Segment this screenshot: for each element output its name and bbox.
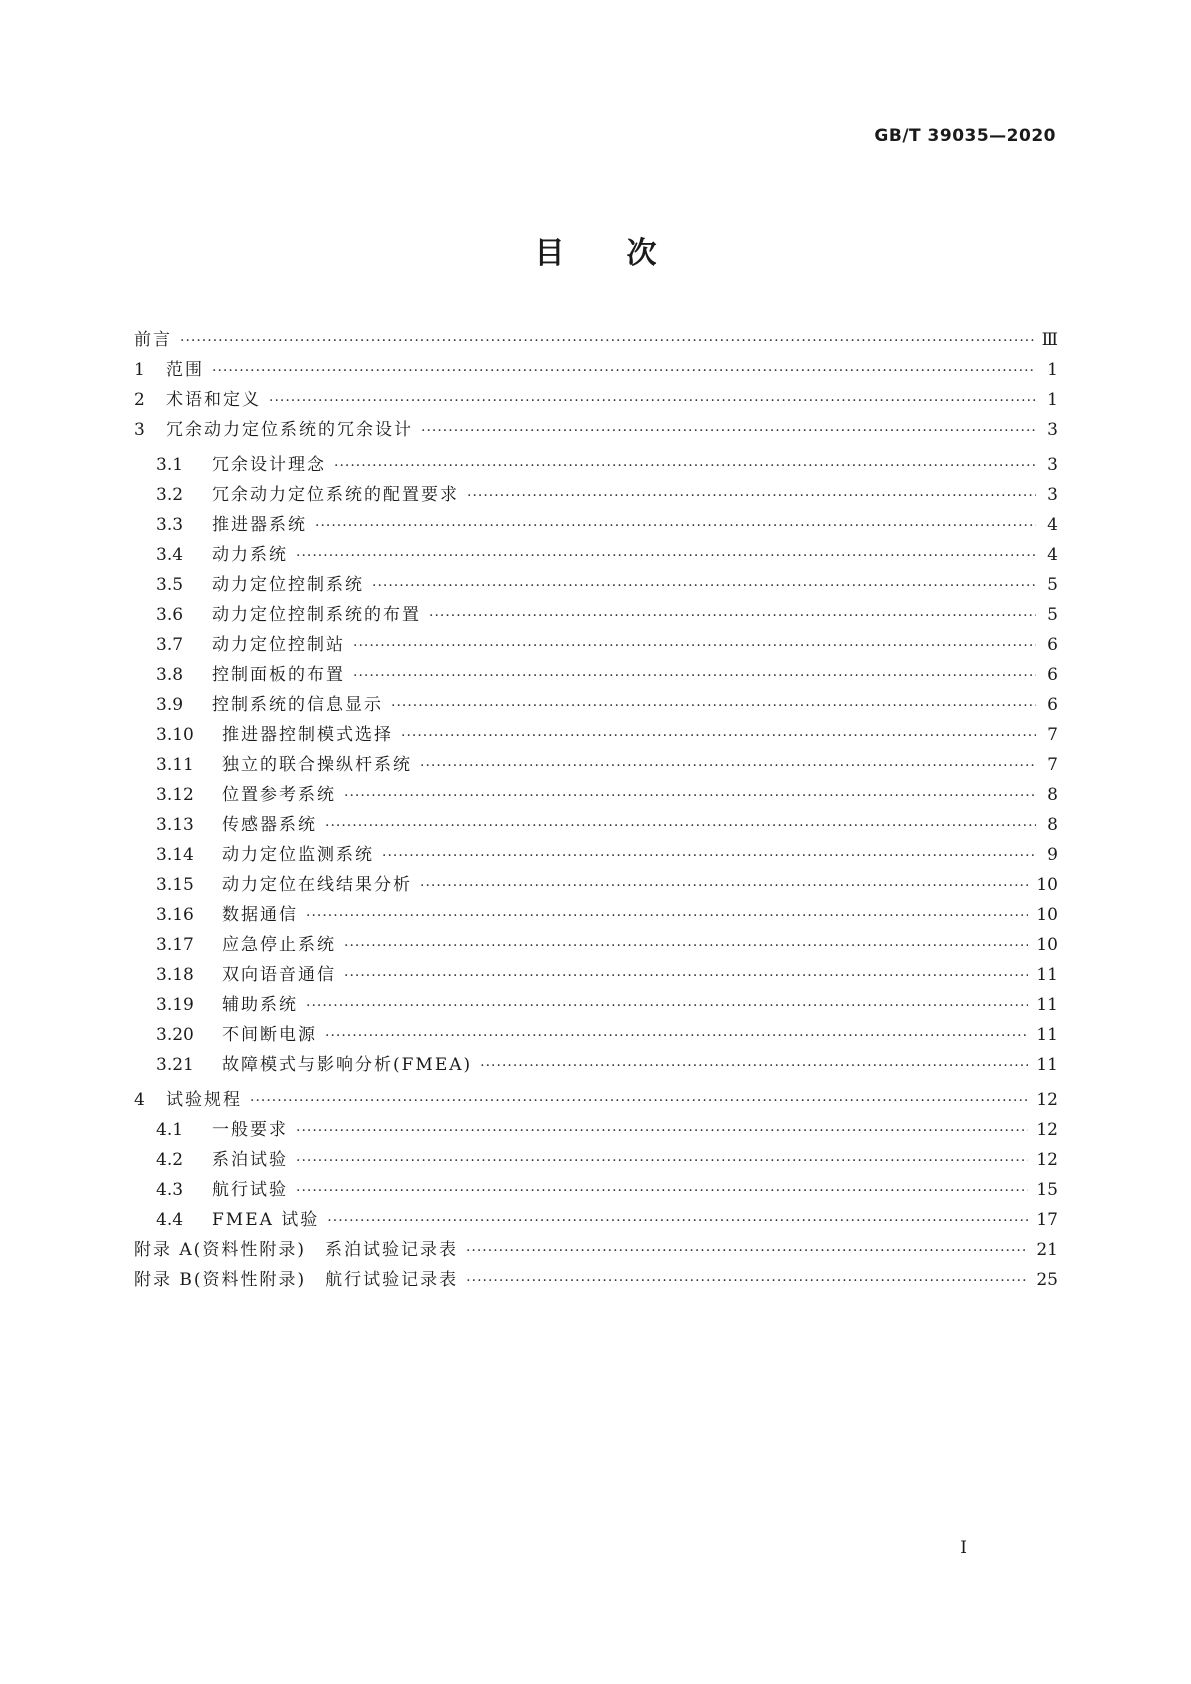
toc-entry-number: 2 — [134, 390, 145, 410]
toc-entry-page: 3 — [1047, 420, 1058, 440]
toc-entry-page: 17 — [1036, 1210, 1058, 1230]
toc-entry-number: 3.3 — [156, 515, 184, 535]
toc-entry[interactable] — [134, 385, 1058, 415]
toc-entry-title: 试验规程 — [166, 1090, 242, 1110]
dot-leader — [372, 578, 1036, 594]
dot-leader — [212, 363, 1036, 379]
toc-entry[interactable] — [134, 1145, 1058, 1175]
toc-entry-title: 前言 — [134, 330, 172, 350]
toc-entry[interactable] — [134, 450, 1058, 480]
dot-leader — [344, 938, 1028, 954]
toc-entry-number: 4.4 — [156, 1210, 184, 1230]
toc-entry-page: 12 — [1036, 1120, 1058, 1140]
toc-entry-page: 9 — [1047, 845, 1058, 865]
toc-entry-title: 传感器系统 — [222, 815, 317, 835]
toc-entry-page: 25 — [1036, 1270, 1058, 1290]
toc-entry-page: 21 — [1036, 1240, 1058, 1260]
toc-entry-title: 故障模式与影响分析(FMEA) — [222, 1055, 473, 1075]
toc-entry-page: 10 — [1036, 935, 1058, 955]
toc-entry-number: 3.16 — [156, 905, 194, 925]
dot-leader — [420, 878, 1028, 894]
toc-entry-number: 3.2 — [156, 485, 184, 505]
toc-entry-page: 8 — [1047, 815, 1058, 835]
toc-entry[interactable] — [134, 1205, 1058, 1235]
toc-entry-title: 位置参考系统 — [222, 785, 336, 805]
toc-entry-page: 7 — [1047, 755, 1058, 775]
toc-entry-title: FMEA 试验 — [212, 1210, 320, 1230]
dot-leader — [353, 668, 1036, 684]
table-of-contents — [134, 325, 1058, 1295]
toc-entry-title: 一般要求 — [212, 1120, 288, 1140]
toc-entry-page: 1 — [1047, 360, 1058, 380]
dot-leader — [344, 968, 1028, 984]
toc-entry[interactable] — [134, 690, 1058, 720]
dot-leader — [466, 1243, 1028, 1259]
toc-entry-page: 7 — [1047, 725, 1058, 745]
toc-entry-title: 航行试验 — [212, 1180, 288, 1200]
toc-entry[interactable] — [134, 1085, 1058, 1115]
toc-entry[interactable] — [134, 630, 1058, 660]
toc-entry-page: 3 — [1047, 455, 1058, 475]
toc-entry-page: 10 — [1036, 905, 1058, 925]
toc-entry[interactable] — [134, 840, 1058, 870]
toc-entry[interactable] — [134, 1115, 1058, 1145]
toc-entry-number: 3.1 — [156, 455, 184, 475]
toc-entry-number: 4.3 — [156, 1180, 184, 1200]
toc-entry-title: 动力定位控制系统的布置 — [212, 605, 421, 625]
dot-leader — [401, 728, 1036, 744]
toc-entry-number: 3.10 — [156, 725, 194, 745]
toc-entry-number: 3.14 — [156, 845, 194, 865]
toc-entry-number: 1 — [134, 360, 145, 380]
toc-entry-title: 系泊试验 — [212, 1150, 288, 1170]
toc-entry[interactable] — [134, 355, 1058, 385]
toc-entry-number: 3 — [134, 420, 145, 440]
dot-leader — [250, 1093, 1028, 1109]
toc-entry-title: 附录 B(资料性附录) 航行试验记录表 — [134, 1270, 459, 1290]
toc-entry-page: 12 — [1036, 1150, 1058, 1170]
dot-leader — [296, 1123, 1028, 1139]
toc-entry[interactable] — [134, 510, 1058, 540]
toc-entry-title: 术语和定义 — [166, 390, 261, 410]
toc-entry-page: 3 — [1047, 485, 1058, 505]
toc-entry[interactable] — [134, 720, 1058, 750]
toc-entry[interactable] — [134, 930, 1058, 960]
toc-entry[interactable] — [134, 780, 1058, 810]
dot-leader — [467, 488, 1036, 504]
toc-entry-number: 3.17 — [156, 935, 194, 955]
toc-entry-title: 推进器控制模式选择 — [222, 725, 393, 745]
toc-entry-number: 3.8 — [156, 665, 184, 685]
dot-leader — [353, 638, 1036, 654]
dot-leader — [325, 818, 1036, 834]
toc-entry[interactable] — [134, 480, 1058, 510]
toc-entry-page: 5 — [1047, 575, 1058, 595]
toc-entry-page: 11 — [1036, 1055, 1058, 1075]
toc-entry[interactable] — [134, 990, 1058, 1020]
dot-leader — [420, 758, 1036, 774]
toc-entry-title: 动力定位监测系统 — [222, 845, 374, 865]
toc-entry[interactable] — [134, 1265, 1058, 1295]
toc-entry-number: 3.9 — [156, 695, 184, 715]
toc-entry-title: 控制面板的布置 — [212, 665, 345, 685]
toc-entry-page: 11 — [1036, 995, 1058, 1015]
toc-entry-number: 3.15 — [156, 875, 194, 895]
toc-entry-number: 4 — [134, 1090, 145, 1110]
dot-leader — [466, 1273, 1028, 1289]
page-number: I — [960, 1538, 967, 1558]
toc-entry-title: 不间断电源 — [222, 1025, 317, 1045]
toc-entry-number: 3.4 — [156, 545, 184, 565]
toc-entry-page: 6 — [1047, 665, 1058, 685]
toc-entry-title: 冗余动力定位系统的冗余设计 — [166, 420, 413, 440]
toc-entry[interactable] — [134, 960, 1058, 990]
toc-entry-number: 3.11 — [156, 755, 194, 775]
toc-entry-title: 数据通信 — [222, 905, 298, 925]
toc-entry[interactable] — [134, 750, 1058, 780]
dot-leader — [296, 548, 1036, 564]
toc-entry-page: 11 — [1036, 965, 1058, 985]
toc-entry-page: 10 — [1036, 875, 1058, 895]
toc-entry-page: Ⅲ — [1041, 330, 1058, 350]
dot-leader — [344, 788, 1036, 804]
toc-entry-page: 5 — [1047, 605, 1058, 625]
toc-entry-title: 动力定位控制系统 — [212, 575, 364, 595]
dot-leader — [327, 1213, 1028, 1229]
toc-entry-title: 独立的联合操纵杆系统 — [222, 755, 412, 775]
toc-entry-title: 动力系统 — [212, 545, 288, 565]
toc-entry-number: 3.18 — [156, 965, 194, 985]
toc-entry-page: 1 — [1047, 390, 1058, 410]
dot-leader — [325, 1028, 1028, 1044]
dot-leader — [391, 698, 1036, 714]
dot-leader — [315, 518, 1036, 534]
document-code: GB/T 39035—2020 — [874, 126, 1056, 146]
toc-entry-number: 3.5 — [156, 575, 184, 595]
toc-entry[interactable] — [134, 1020, 1058, 1050]
toc-entry-page: 15 — [1036, 1180, 1058, 1200]
toc-entry[interactable] — [134, 660, 1058, 690]
toc-entry-number: 3.19 — [156, 995, 194, 1015]
toc-entry-title: 冗余动力定位系统的配置要求 — [212, 485, 459, 505]
dot-leader — [180, 333, 1034, 349]
toc-entry-title: 冗余设计理念 — [212, 455, 326, 475]
toc-entry[interactable] — [134, 540, 1058, 570]
toc-entry[interactable] — [134, 1050, 1058, 1080]
dot-leader — [269, 393, 1036, 409]
toc-entry-title: 动力定位控制站 — [212, 635, 345, 655]
toc-entry-title: 控制系统的信息显示 — [212, 695, 383, 715]
toc-entry[interactable] — [134, 1235, 1058, 1265]
toc-entry-title: 推进器系统 — [212, 515, 307, 535]
toc-entry-number: 3.20 — [156, 1025, 194, 1045]
toc-entry-page: 4 — [1047, 515, 1058, 535]
toc-entry-number: 3.13 — [156, 815, 194, 835]
dot-leader — [480, 1058, 1028, 1074]
dot-leader — [306, 998, 1028, 1014]
toc-entry-title: 附录 A(资料性附录) 系泊试验记录表 — [134, 1240, 458, 1260]
toc-entry-title: 动力定位在线结果分析 — [222, 875, 412, 895]
toc-entry[interactable] — [134, 600, 1058, 630]
toc-entry[interactable] — [134, 325, 1058, 355]
dot-leader — [296, 1153, 1028, 1169]
toc-entry-number: 3.6 — [156, 605, 184, 625]
dot-leader — [296, 1183, 1028, 1199]
toc-entry-page: 11 — [1036, 1025, 1058, 1045]
toc-entry[interactable] — [134, 870, 1058, 900]
toc-entry-number: 4.1 — [156, 1120, 184, 1140]
dot-leader — [334, 458, 1036, 474]
toc-entry-page: 6 — [1047, 635, 1058, 655]
toc-entry-title: 应急停止系统 — [222, 935, 336, 955]
toc-entry-number: 3.21 — [156, 1055, 194, 1075]
toc-entry[interactable] — [134, 900, 1058, 930]
toc-entry-page: 12 — [1036, 1090, 1058, 1110]
toc-entry-page: 6 — [1047, 695, 1058, 715]
dot-leader — [429, 608, 1036, 624]
toc-entry[interactable] — [134, 1175, 1058, 1205]
page-title: 目次 — [534, 236, 719, 271]
toc-entry-title: 辅助系统 — [222, 995, 298, 1015]
toc-entry[interactable] — [134, 570, 1058, 600]
dot-leader — [421, 423, 1036, 439]
toc-entry-number: 3.12 — [156, 785, 194, 805]
dot-leader — [382, 848, 1036, 864]
dot-leader — [306, 908, 1028, 924]
toc-entry-title: 双向语音通信 — [222, 965, 336, 985]
toc-entry[interactable] — [134, 810, 1058, 840]
toc-entry-page: 4 — [1047, 545, 1058, 565]
toc-entry[interactable] — [134, 415, 1058, 445]
toc-entry-number: 4.2 — [156, 1150, 184, 1170]
toc-entry-page: 8 — [1047, 785, 1058, 805]
toc-entry-title: 范围 — [166, 360, 204, 380]
toc-entry-number: 3.7 — [156, 635, 184, 655]
